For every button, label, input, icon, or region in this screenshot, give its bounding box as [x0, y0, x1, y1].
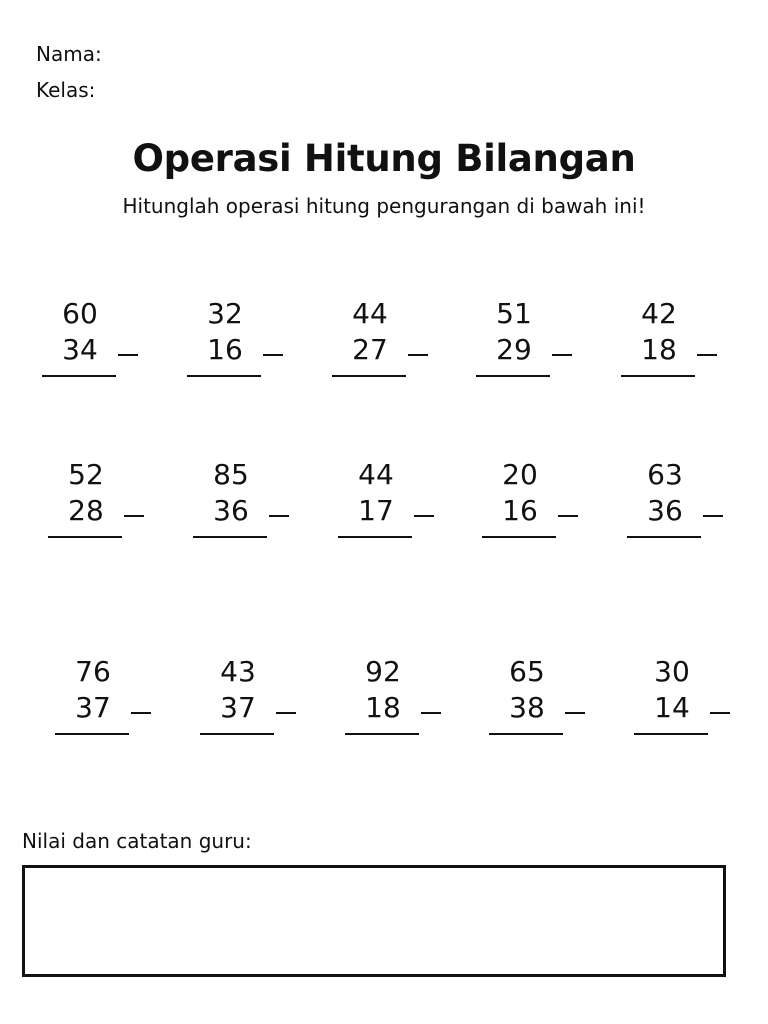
minuend: 76 — [75, 655, 111, 688]
subtrahend: 18 — [641, 333, 677, 366]
minuend: 30 — [654, 655, 690, 688]
subtrahend: 18 — [365, 691, 401, 724]
subtraction-problem — [345, 655, 475, 758]
subtraction-problem — [476, 297, 606, 400]
class-field-label: Kelas: — [36, 78, 96, 102]
minus-sign-icon — [710, 712, 730, 714]
notes-label: Nilai dan catatan guru: — [22, 829, 252, 853]
minuend: 85 — [213, 458, 249, 491]
subtrahend: 38 — [509, 691, 545, 724]
minus-sign-icon — [565, 712, 585, 714]
answer-line — [476, 375, 550, 377]
minuend: 63 — [647, 458, 683, 491]
answer-line — [489, 733, 563, 735]
minuend: 92 — [365, 655, 401, 688]
subtraction-problem — [55, 655, 185, 758]
subtrahend: 36 — [647, 494, 683, 527]
subtraction-problem — [338, 458, 468, 561]
minuend: 65 — [509, 655, 545, 688]
subtraction-problem — [332, 297, 462, 400]
minus-sign-icon — [269, 515, 289, 517]
answer-line — [200, 733, 274, 735]
subtraction-problem — [627, 458, 757, 561]
subtrahend: 17 — [358, 494, 394, 527]
answer-line — [634, 733, 708, 735]
minus-sign-icon — [276, 712, 296, 714]
minus-sign-icon — [703, 515, 723, 517]
subtraction-problem — [634, 655, 764, 758]
subtrahend: 34 — [62, 333, 98, 366]
subtrahend: 37 — [220, 691, 256, 724]
subtraction-problem — [489, 655, 619, 758]
answer-line — [55, 733, 129, 735]
subtraction-problem — [42, 297, 172, 400]
subtrahend: 27 — [352, 333, 388, 366]
answer-line — [345, 733, 419, 735]
subtrahend: 16 — [502, 494, 538, 527]
instruction-text: Hitunglah operasi hitung pengurangan di bawah ini! — [122, 194, 646, 218]
minuend: 20 — [502, 458, 538, 491]
name-field-label: Nama: — [36, 42, 102, 66]
minus-sign-icon — [408, 354, 428, 356]
subtraction-problem — [187, 297, 317, 400]
subtrahend: 36 — [213, 494, 249, 527]
page-title: Operasi Hitung Bilangan — [132, 137, 636, 180]
subtrahend: 37 — [75, 691, 111, 724]
minuend: 52 — [68, 458, 104, 491]
minuend: 42 — [641, 297, 677, 330]
subtraction-problem — [200, 655, 330, 758]
minuend: 44 — [358, 458, 394, 491]
subtraction-problem — [482, 458, 612, 561]
minuend: 32 — [207, 297, 243, 330]
minus-sign-icon — [131, 712, 151, 714]
teacher-notes-box[interactable] — [22, 865, 726, 977]
answer-line — [42, 375, 116, 377]
minus-sign-icon — [552, 354, 572, 356]
minus-sign-icon — [558, 515, 578, 517]
minuend: 44 — [352, 297, 388, 330]
minus-sign-icon — [697, 354, 717, 356]
answer-line — [187, 375, 261, 377]
minus-sign-icon — [263, 354, 283, 356]
subtrahend: 14 — [654, 691, 690, 724]
answer-line — [48, 536, 122, 538]
subtraction-problem — [48, 458, 178, 561]
answer-line — [482, 536, 556, 538]
minus-sign-icon — [124, 515, 144, 517]
answer-line — [193, 536, 267, 538]
minus-sign-icon — [118, 354, 138, 356]
subtrahend: 29 — [496, 333, 532, 366]
subtrahend: 16 — [207, 333, 243, 366]
minuend: 43 — [220, 655, 256, 688]
answer-line — [621, 375, 695, 377]
subtraction-problem — [193, 458, 323, 561]
minuend: 60 — [62, 297, 98, 330]
subtrahend: 28 — [68, 494, 104, 527]
minus-sign-icon — [414, 515, 434, 517]
minuend: 51 — [496, 297, 532, 330]
answer-line — [338, 536, 412, 538]
answer-line — [332, 375, 406, 377]
answer-line — [627, 536, 701, 538]
minus-sign-icon — [421, 712, 441, 714]
subtraction-problem — [621, 297, 751, 400]
